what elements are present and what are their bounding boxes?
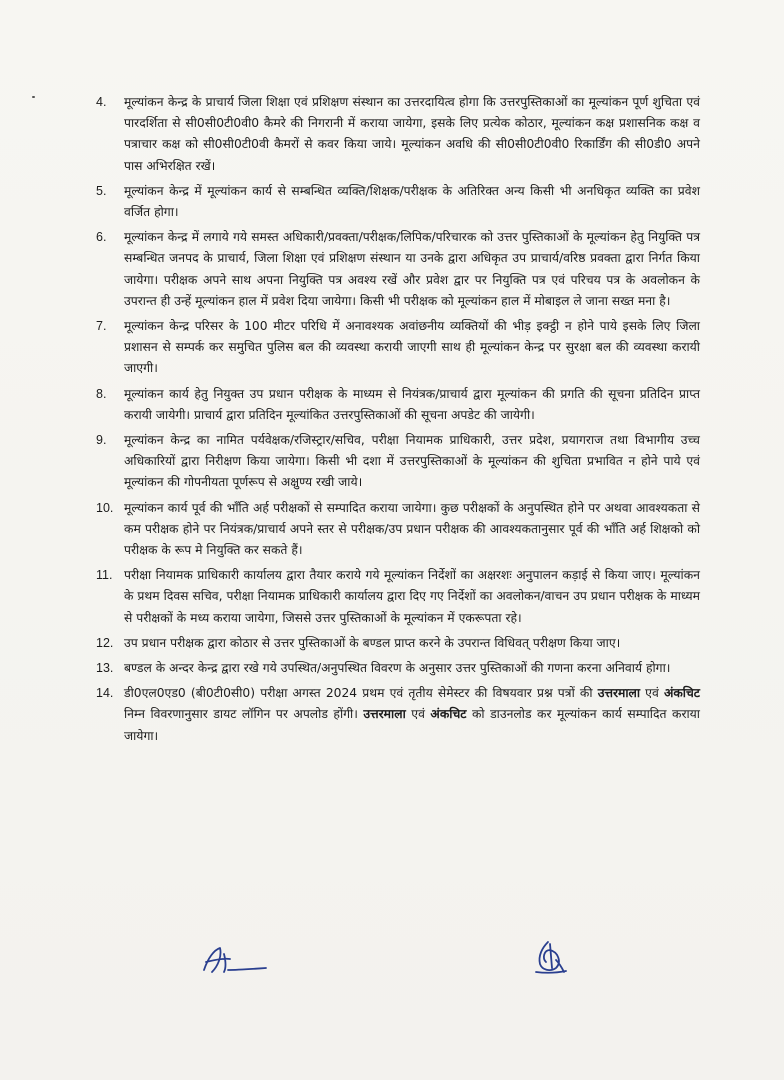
text-segment: मूल्यांकन केन्द्र में मूल्यांकन कार्य से सम्बन्धित व्यक्ति/शिक्षक/परीक्षक के अतिरिक्त अन्य किसी भी अनधिकृत व्यक्ति का प्रवेश वर्जित होगा। bbox=[124, 183, 700, 220]
item-number: 13. bbox=[96, 661, 114, 676]
text-segment: बण्डल के अन्दर केन्द्र द्वारा रखे गये उपस्थित/अनुपस्थित विवरण के अनुसार उत्तर पुस्तिकाओं की गणना करना अनिवार्य होगा। bbox=[124, 661, 671, 676]
list-item bbox=[96, 565, 700, 629]
item-number: 14. bbox=[96, 686, 114, 701]
item-text bbox=[124, 184, 700, 219]
text-segment: को डाउनलोड कर मूल्यांकन कार्य सम्पादित कराया जायेगा। bbox=[124, 707, 700, 743]
list-item bbox=[96, 498, 700, 562]
item-number: 10. bbox=[96, 500, 114, 515]
list-item bbox=[96, 633, 700, 654]
instruction-list bbox=[96, 92, 700, 751]
text-segment: मूल्यांकन केन्द्र के प्राचार्य जिला शिक्षा एवं प्रशिक्षण संस्थान का उत्तरदायित्व होगा कि उत्तरपुस्तिकाओं का मूल्यांकन पूर्ण शुचिता एवं पारदर्शिता से सी0सी0टी0वी0 कैमरे की निगरानी में कराया जायेगा, इसके लिए प्रत्येक कोठार, मूल्यांकन कक्ष प्रशासनिक कक्ष व पत्राचार कक्ष को सी0सी0टी0वी कैमरों से कवर किया जाये। मूल्यांकन अवधि की सी0सी0टी0वी0 रिकार्डिंग की सी0डी0 अपने पास अभिरक्षित रखें। bbox=[124, 95, 700, 173]
text-segment: मूल्यांकन केन्द्र परिसर के 100 मीटर परिधि में अनावश्यक अवांछनीय व्यक्तियों की भीड़ इक्ट्ठी न होने पाये इसके लिए जिला प्रशासन से सम्पर्क कर समुचित पुलिस बल की व्यवस्था करायी जाएगी साथ ही मूल्यांकन केन्द्र पर सुरक्षा बल की व्यवस्था करायी जाएगी। bbox=[124, 319, 700, 376]
item-text bbox=[124, 636, 620, 650]
item-text bbox=[124, 661, 670, 675]
item-number: 11. bbox=[96, 568, 113, 583]
bold-term: उत्तरमाला bbox=[363, 707, 406, 722]
list-item bbox=[96, 92, 700, 177]
item-text bbox=[124, 95, 700, 173]
text-segment: एवं bbox=[405, 707, 431, 722]
text-segment: मूल्यांकन केन्द्र में लगाये गये समस्त अधिकारी/प्रवक्ता/परीक्षक/लिपिक/परिचारक को उत्तर पुस्तिकाओं के मूल्यांकन हेतु नियुक्ति पत्र सम्बन्धित जनपद के प्राचार्य, जिला शिक्षा एवं प्रशिक्षण संस्थान या उनके द्वारा अधिकृत उप प्राचार्य/वरिष्ठ प्रवक्ता द्वारा निर्गत किया जायेगा। परीक्षक अपने साथ अपना नियुक्ति पत्र अवश्य रखें और प्रवेश द्वार पर नियुक्ति पत्र एवं परिचय पत्र के अवलोकन के उपरान्त ही उन्हें मूल्यांकन हाल में प्रवेश दिया जायेगा। किसी भी परीक्षक को मूल्यांकन हाल में मोबाइल ले जाना सख्त मना है। bbox=[124, 230, 700, 308]
item-number: 5. bbox=[96, 183, 107, 198]
item-text bbox=[124, 387, 700, 422]
item-text bbox=[124, 686, 700, 742]
text-segment: डी0एल0एड0 (बी0टी0सी0) परीक्षा अगस्त 2024 प्रथम एवं तृतीय सेमेस्टर की विषयवार प्रश्न पत्रों की bbox=[124, 686, 598, 701]
item-text bbox=[124, 501, 700, 557]
text-segment: उप प्रधान परीक्षक द्वारा कोठार से उत्तर पुस्तिकाओं के बण्डल प्राप्त करने के उपरान्त विधिवत् परीक्षण किया जाए। bbox=[124, 635, 621, 650]
list-item bbox=[96, 658, 700, 679]
list-item bbox=[96, 227, 700, 312]
list-item bbox=[96, 430, 700, 494]
text-segment: मूल्यांकन कार्य पूर्व की भाँति अर्ह परीक्षकों से सम्पादित कराया जायेगा। कुछ परीक्षकों के अनुपस्थित होने पर अथवा आवश्यकता से कम परीक्षक होने पर नियंत्रक/प्राचार्य अपने स्तर से परीक्षक/उप प्रधान परीक्षक की आवश्यकतानुसार पूर्व की भाँति अर्ह शिक्षको को परीक्षक के रूप मे नियुक्ति कर सकते हैं। bbox=[124, 500, 700, 558]
text-segment: परीक्षा नियामक प्राधिकारी कार्यालय द्वारा तैयार कराये गये मूल्यांकन निर्देशों का अक्षरशः अनुपालन कड़ाई से किया जाए। मूल्यांकन के प्रथम दिवस सचिव, परीक्षा नियामक प्राधिकारी कार्यालय द्वारा दिए गए निर्देशों का अवलोकन/वाचन उप प्रधान परीक्षक के माध्यम से परीक्षकों के मध्य कराया जायेगा, जिससे उत्तर पुस्तिकाओं के मूल्यांकन में एकरूपता रहे। bbox=[124, 568, 700, 625]
text-segment: मूल्यांकन केन्द्र का नामित पर्यवेक्षक/रजिस्ट्रार/सचिव, परीक्षा नियामक प्राधिकारी, उत्तर प्रदेश, प्रयागराज तथा विभागीय उच्च अधिकारियों द्वारा निरीक्षण किया जायेगा। किसी भी दशा में उत्तरपुस्तिकाओं के मूल्यांकन की शुचिता प्रभावित न होने पाये एवं मूल्यांकन की गोपनीयता पूर्णरूप से अक्षुण्य रखी जाये। bbox=[124, 433, 700, 490]
item-text bbox=[124, 319, 700, 375]
scan-speck bbox=[32, 96, 35, 98]
signature-left-icon bbox=[196, 944, 268, 978]
item-number: 4. bbox=[96, 95, 107, 109]
bold-term: अंकचिट bbox=[663, 686, 700, 701]
list-item bbox=[96, 316, 700, 380]
item-number: 7. bbox=[96, 319, 107, 334]
text-segment: एवं bbox=[640, 686, 664, 701]
list-item bbox=[96, 181, 700, 223]
item-number: 6. bbox=[96, 230, 107, 245]
text-segment: निम्न विवरणानुसार डायट लॉगिन पर अपलोड होंगी। bbox=[124, 707, 364, 722]
bold-term: अंकचिट bbox=[430, 707, 467, 722]
item-text bbox=[124, 433, 700, 489]
text-segment: मूल्यांकन कार्य हेतु नियुक्त उप प्रधान परीक्षक के माध्यम से नियंत्रक/प्राचार्य द्वारा मूल्यांकन की प्रगति की सूचना प्रतिदिन प्राप्त करायी जायेगी। प्राचार्य द्वारा प्रतिदिन मूल्यांकित उत्तरपुस्तिकाओं की सूचना अपडेट की जायेगी। bbox=[124, 386, 700, 422]
bold-term: उत्तरमाला bbox=[597, 686, 641, 701]
item-number: 8. bbox=[96, 386, 107, 401]
item-number: 12. bbox=[96, 635, 114, 650]
item-text bbox=[124, 568, 700, 624]
signature-right-icon bbox=[528, 938, 570, 978]
list-item bbox=[96, 683, 700, 747]
list-item bbox=[96, 384, 700, 426]
item-number: 9. bbox=[96, 433, 107, 448]
item-text bbox=[124, 230, 700, 308]
